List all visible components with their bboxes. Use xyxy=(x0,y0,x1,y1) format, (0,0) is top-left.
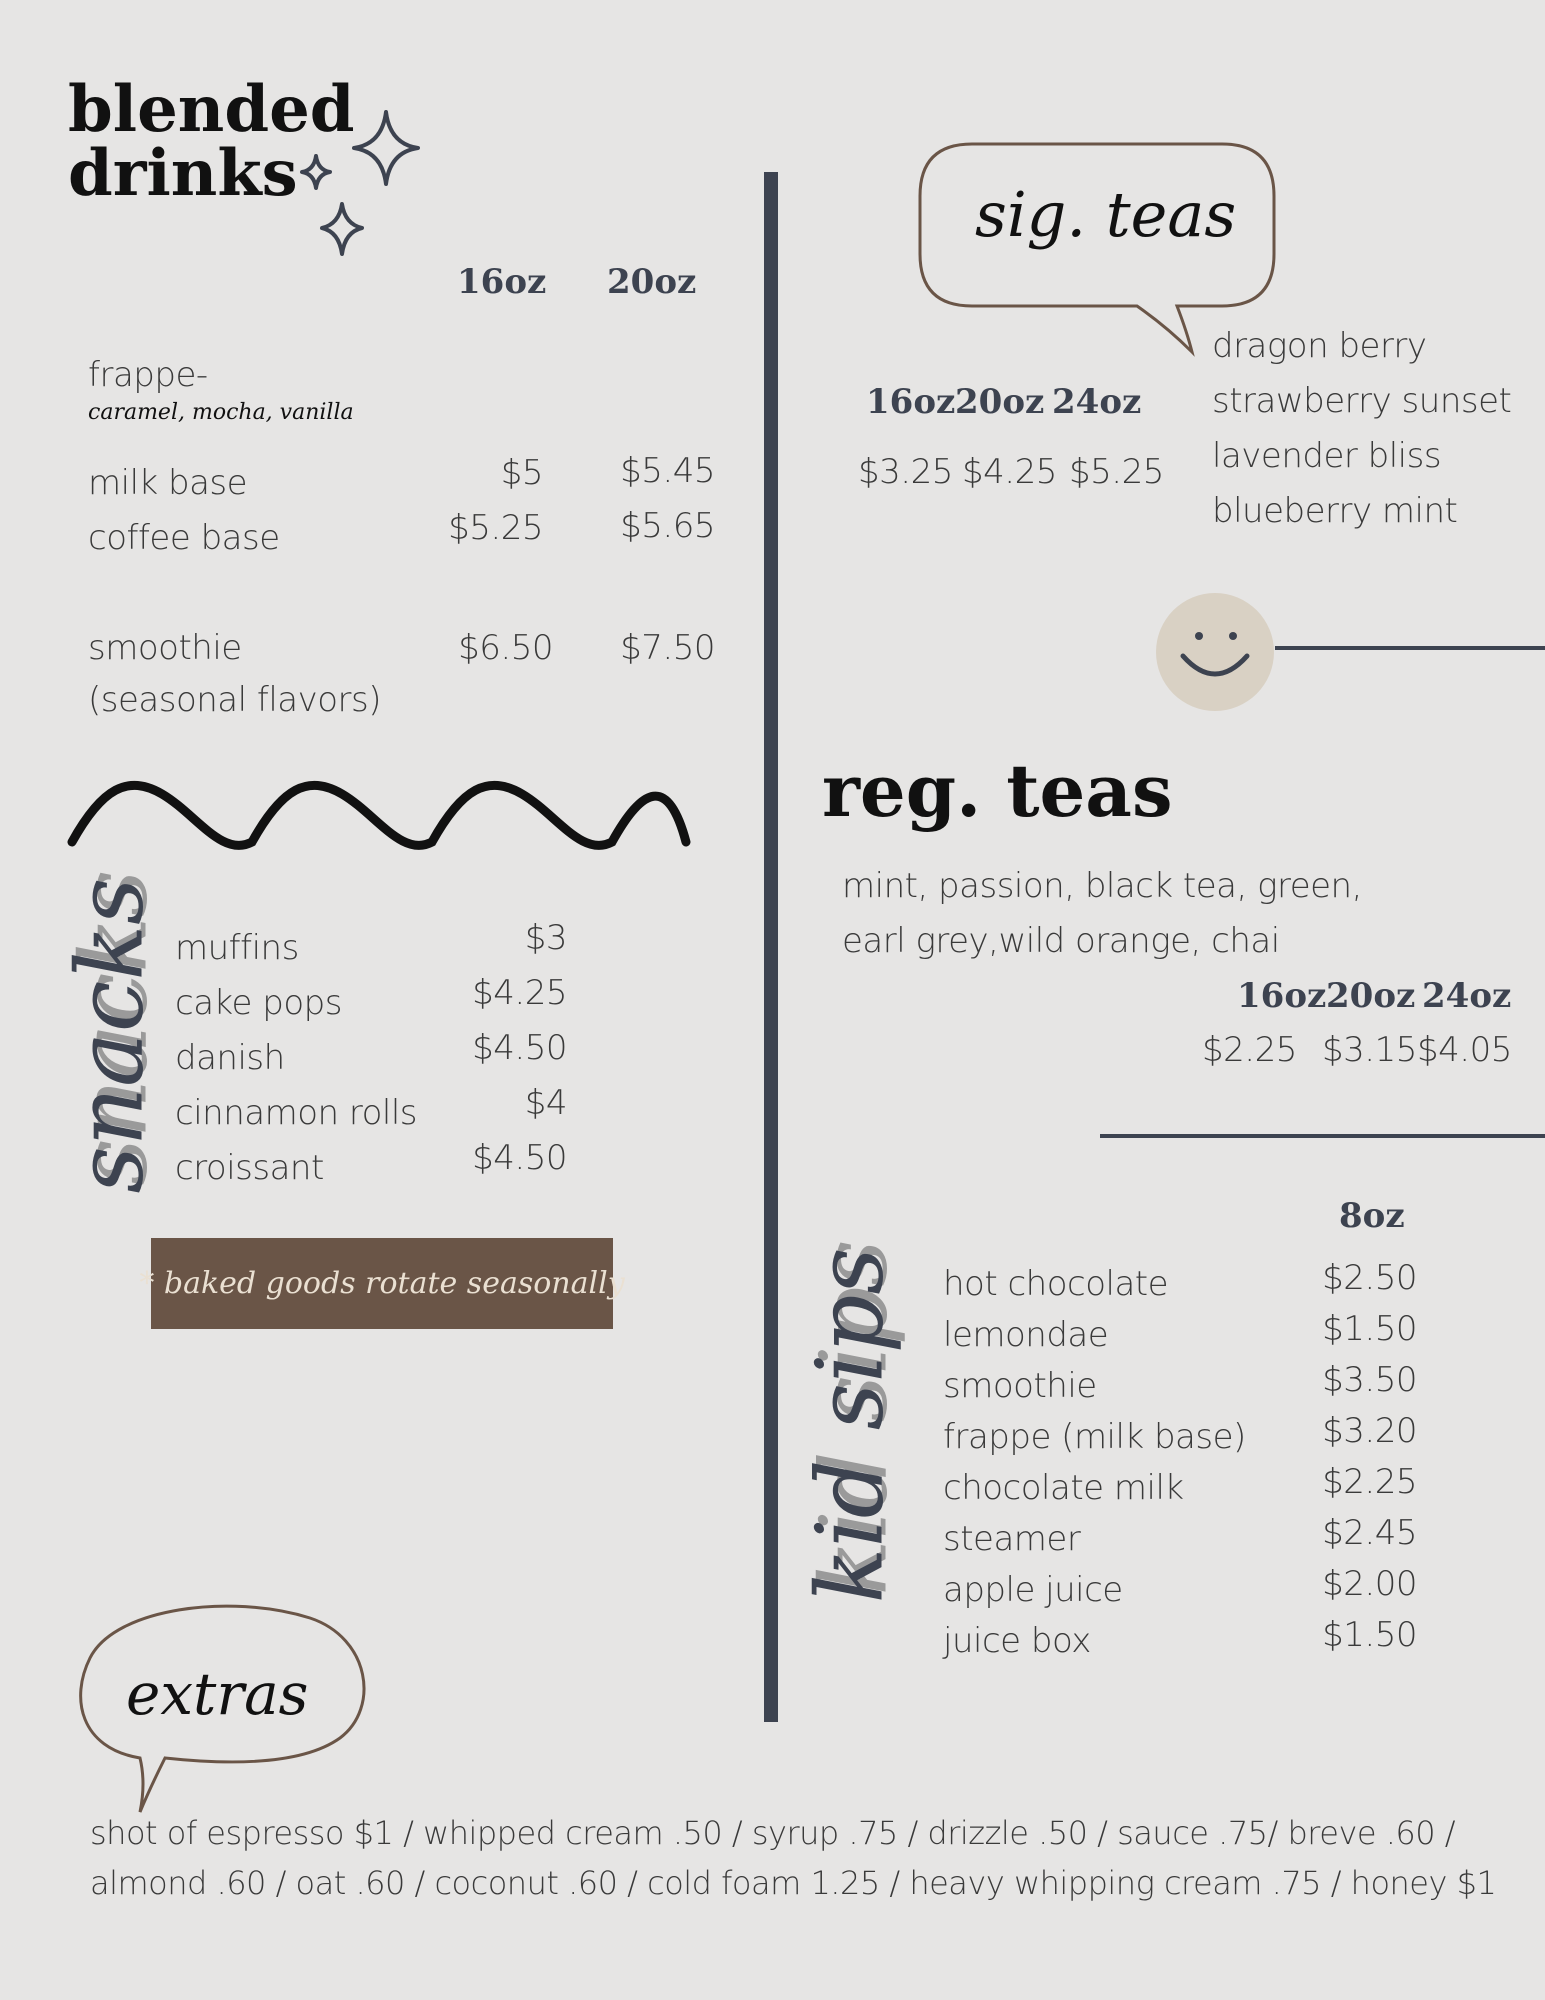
frappe-label: frappe- xyxy=(88,355,208,395)
item-price: $7.50 xyxy=(620,628,715,668)
menu-item xyxy=(943,1513,1417,1569)
item-name: hot chocolate xyxy=(943,1264,1169,1304)
extras-line: shot of espresso $1 / whipped cream .50 / syrup .75 / drizzle .50 / sauce .75/ breve .60 / xyxy=(90,1814,1456,1852)
menu-item xyxy=(943,1309,1417,1365)
flavor-item: lavender bliss xyxy=(1212,436,1442,476)
flavor-item: strawberry sunset xyxy=(1212,381,1512,421)
menu-item xyxy=(175,1028,567,1088)
reg-teas-flavors: mint, passion, black tea, green, xyxy=(842,866,1362,906)
size-label: 16oz xyxy=(866,382,956,422)
item-name: cake pops xyxy=(175,983,342,1023)
smiley-face-icon xyxy=(1155,592,1275,712)
item-name: muffins xyxy=(175,928,299,968)
item-price: $3.20 xyxy=(1322,1411,1417,1451)
item-price: $2.50 xyxy=(1322,1258,1417,1298)
menu-item xyxy=(943,1411,1417,1467)
flavor-item: dragon berry xyxy=(1212,326,1427,366)
extras-line: almond .60 / oat .60 / coconut .60 / cold foam 1.25 / heavy whipping cream .75 / honey $1 xyxy=(90,1864,1497,1902)
item-name: croissant xyxy=(175,1148,324,1188)
size-label: 20oz xyxy=(607,262,697,302)
item-name: lemondae xyxy=(943,1315,1109,1355)
size-label: 20oz xyxy=(955,382,1045,422)
price: $3.15 xyxy=(1322,1030,1417,1070)
item-name: danish xyxy=(175,1038,285,1078)
item-name: cinnamon rolls xyxy=(175,1093,417,1133)
item-name: juice box xyxy=(943,1621,1091,1661)
price: $4.25 xyxy=(962,452,1057,492)
item-name: coffee base xyxy=(88,518,280,558)
menu-item xyxy=(88,506,718,568)
title-line: drinks xyxy=(68,136,298,211)
seasonal-note-banner xyxy=(139,1238,625,1329)
item-name: smoothie xyxy=(943,1366,1097,1406)
price: $5.25 xyxy=(1069,452,1164,492)
center-divider xyxy=(764,172,778,1722)
item-price: $2.00 xyxy=(1322,1564,1417,1604)
size-label: 20oz xyxy=(1326,976,1416,1016)
item-price: $2.45 xyxy=(1322,1513,1417,1553)
size-label: 24oz xyxy=(1422,976,1512,1016)
item-price: $1.50 xyxy=(1322,1309,1417,1349)
size-label: 8oz xyxy=(1339,1196,1405,1236)
item-name: apple juice xyxy=(943,1570,1123,1610)
item-price: $2.25 xyxy=(1322,1462,1417,1502)
item-price: $4.25 xyxy=(472,973,567,1013)
item-price: $4 xyxy=(524,1083,567,1123)
menu-item xyxy=(175,1138,567,1198)
flavor-item: blueberry mint xyxy=(1212,491,1458,531)
blended-drinks-title xyxy=(68,72,355,211)
price: $4.05 xyxy=(1417,1030,1512,1070)
extras-title: extras xyxy=(126,1660,309,1728)
item-price: $3 xyxy=(524,918,567,958)
item-price: $5.45 xyxy=(620,451,715,491)
reg-teas-flavors: earl grey,wild orange, chai xyxy=(842,921,1280,961)
item-price: $1.50 xyxy=(1322,1615,1417,1655)
item-price: $4.50 xyxy=(472,1028,567,1068)
seasonal-note: * baked goods rotate seasonally xyxy=(139,1266,625,1301)
item-name: frappe (milk base) xyxy=(943,1417,1246,1457)
title-line: blended xyxy=(68,72,355,147)
reg-teas-rule xyxy=(1100,1134,1545,1138)
snacks-title: snacks xyxy=(56,877,164,1194)
menu-item xyxy=(88,628,718,728)
frappe-flavors: caramel, mocha, vanilla xyxy=(88,400,354,425)
item-price: $4.50 xyxy=(472,1138,567,1178)
item-name: steamer xyxy=(943,1519,1081,1559)
kid-sips-title: kid sips xyxy=(796,1247,904,1604)
sig-teas-title: sig. teas xyxy=(975,178,1237,251)
size-label: 16oz xyxy=(457,262,547,302)
size-label: 16oz xyxy=(1237,976,1327,1016)
item-name: chocolate milk xyxy=(943,1468,1184,1508)
wave-divider xyxy=(66,768,696,868)
menu-item xyxy=(175,918,567,978)
size-label: 24oz xyxy=(1052,382,1142,422)
menu-item xyxy=(943,1258,1417,1314)
menu-item xyxy=(943,1615,1417,1671)
menu-item xyxy=(943,1360,1417,1416)
menu-item xyxy=(943,1564,1417,1620)
item-name: smoothie xyxy=(88,628,242,668)
item-name: milk base xyxy=(88,463,248,503)
reg-teas-title: reg. teas xyxy=(822,748,1173,833)
item-price: $5.65 xyxy=(620,506,715,546)
menu-item xyxy=(175,1083,567,1143)
item-price: $5 xyxy=(500,453,543,493)
item-price: $5.25 xyxy=(448,508,543,548)
item-subtitle: (seasonal flavors) xyxy=(88,680,382,720)
price: $3.25 xyxy=(858,452,953,492)
item-price: $6.50 xyxy=(458,628,553,668)
price: $2.25 xyxy=(1202,1030,1297,1070)
menu-item xyxy=(943,1462,1417,1518)
smiley-rule xyxy=(1275,646,1545,650)
menu-item xyxy=(175,973,567,1033)
item-price: $3.50 xyxy=(1322,1360,1417,1400)
